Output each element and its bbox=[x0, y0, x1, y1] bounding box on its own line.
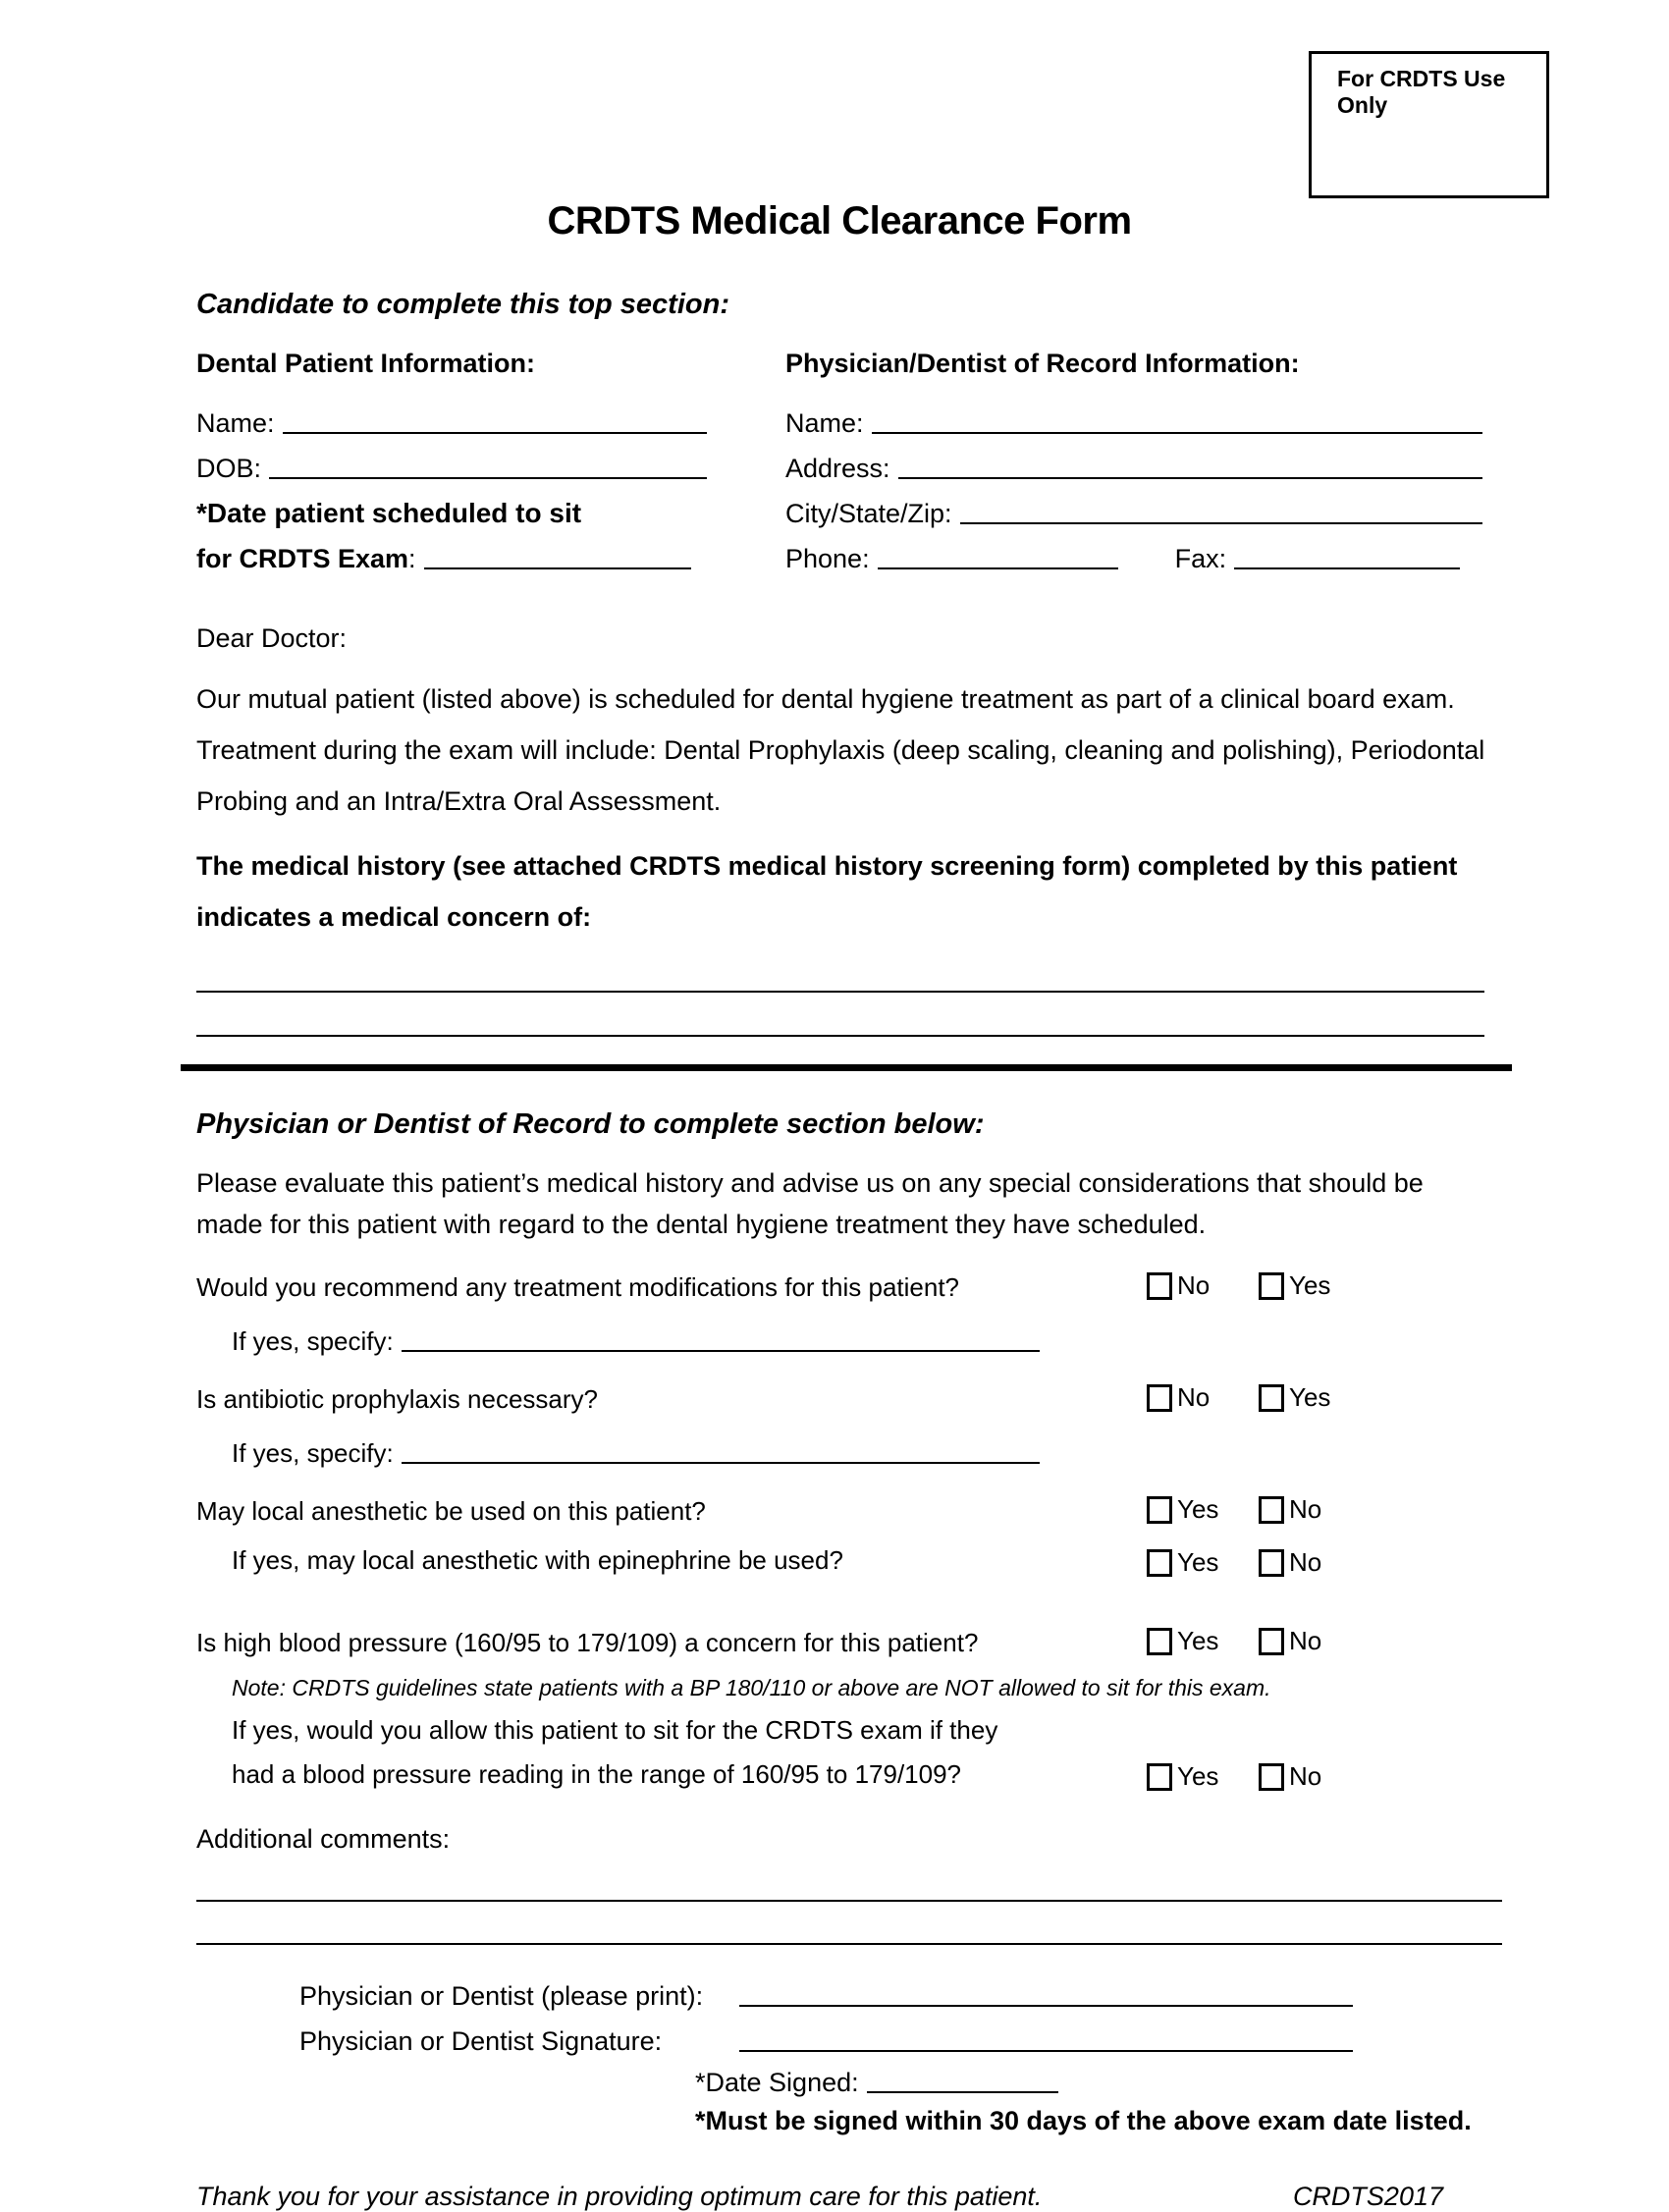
question-4-followup-options bbox=[1147, 1761, 1371, 1792]
question-4-followup-option-no bbox=[1259, 1761, 1371, 1792]
q2-specify-label: If yes, specify: bbox=[232, 1438, 394, 1468]
form-title: CRDTS Medical Clearance Form bbox=[547, 199, 1132, 243]
patient-info-column bbox=[196, 349, 785, 574]
patient-dob-input-line[interactable] bbox=[269, 477, 707, 479]
form-footer bbox=[196, 2182, 1482, 2212]
question-4-options bbox=[1147, 1626, 1371, 1656]
question-4-row bbox=[196, 1628, 1482, 1663]
q4-yes-checkbox[interactable] bbox=[1147, 1628, 1172, 1655]
use-only-label: For CRDTS Use Only bbox=[1337, 66, 1506, 118]
q3-sub-yes-checkbox[interactable] bbox=[1147, 1549, 1172, 1577]
phone-fax-row bbox=[785, 529, 1482, 574]
q1-specify-input-line[interactable] bbox=[402, 1350, 1040, 1352]
q2-no-label: No bbox=[1177, 1382, 1211, 1412]
additional-comments-label: Additional comments: bbox=[196, 1824, 451, 1854]
question-3-option-no bbox=[1259, 1494, 1371, 1525]
phone-input-line[interactable] bbox=[878, 567, 1118, 569]
physician-print-input-line[interactable] bbox=[739, 2005, 1353, 2007]
q2-no-checkbox[interactable] bbox=[1147, 1384, 1172, 1412]
question-4-followup-line2: had a blood pressure reading in the range of 160/95 to 179/109? bbox=[232, 1759, 962, 1789]
medical-concern-line-2[interactable] bbox=[196, 993, 1484, 1037]
exam-date-label-line1: *Date patient scheduled to sit bbox=[196, 498, 582, 528]
date-signed-input-line[interactable] bbox=[867, 2091, 1058, 2093]
fax-label: Fax: bbox=[1174, 544, 1227, 573]
medical-concern-statement: The medical history (see attached CRDTS medical history screening form) completed by this patient indicates a medical concern of: bbox=[196, 851, 1458, 932]
question-3-options bbox=[1147, 1494, 1371, 1525]
physician-name-input-line[interactable] bbox=[872, 432, 1482, 434]
physician-signature-row bbox=[299, 2014, 1482, 2057]
physician-info-heading: Physician/Dentist of Record Information: bbox=[785, 349, 1300, 378]
date-signed-label: *Date Signed: bbox=[695, 2068, 859, 2097]
city-state-zip-label: City/State/Zip: bbox=[785, 499, 952, 528]
physician-signature-label: Physician or Dentist Signature: bbox=[299, 2026, 663, 2056]
question-3-sub-options bbox=[1147, 1547, 1371, 1578]
physician-signature-input-line[interactable] bbox=[739, 2050, 1353, 2052]
additional-comments-line-1[interactable] bbox=[196, 1859, 1502, 1902]
question-4-option-no bbox=[1259, 1626, 1371, 1656]
physician-info-column bbox=[785, 349, 1482, 574]
physician-address-row bbox=[785, 439, 1482, 484]
physician-section-heading: Physician or Dentist of Record to complete section below: bbox=[196, 1108, 985, 1140]
question-3-sub-row bbox=[232, 1545, 1482, 1581]
q3-sub-yes-label: Yes bbox=[1177, 1547, 1219, 1577]
date-signed-row bbox=[695, 2057, 1482, 2098]
exam-date-label-line2: for CRDTS Exam bbox=[196, 544, 409, 573]
q1-yes-label: Yes bbox=[1289, 1270, 1331, 1300]
q3-no-label: No bbox=[1289, 1494, 1322, 1524]
candidate-section-heading: Candidate to complete this top section: bbox=[196, 289, 729, 320]
letter-salutation: Dear Doctor: bbox=[196, 623, 348, 653]
question-2-option-no bbox=[1147, 1382, 1259, 1413]
additional-comments-line-2[interactable] bbox=[196, 1902, 1502, 1945]
info-columns bbox=[196, 349, 1482, 574]
for-crdts-use-only-box bbox=[1309, 51, 1549, 198]
question-1-text: Would you recommend any treatment modifications for this patient? bbox=[196, 1272, 960, 1302]
patient-name-row bbox=[196, 394, 707, 439]
exam-date-input-line[interactable] bbox=[424, 567, 691, 569]
question-1-followup-row bbox=[232, 1316, 1482, 1357]
question-4-followup-line2-row bbox=[232, 1759, 1482, 1795]
question-3-option-yes bbox=[1147, 1494, 1259, 1525]
question-1-option-no bbox=[1147, 1270, 1259, 1301]
question-1-option-yes bbox=[1259, 1270, 1371, 1301]
medical-concern-line-1[interactable] bbox=[196, 948, 1484, 993]
q3-no-checkbox[interactable] bbox=[1259, 1496, 1284, 1524]
q1-specify-label: If yes, specify: bbox=[232, 1326, 394, 1356]
q3-yes-checkbox[interactable] bbox=[1147, 1496, 1172, 1524]
q3-sub-no-checkbox[interactable] bbox=[1259, 1549, 1284, 1577]
section-divider bbox=[181, 1064, 1512, 1071]
city-state-zip-input-line[interactable] bbox=[960, 522, 1482, 524]
must-sign-note: *Must be signed within 30 days of the above exam date listed. bbox=[695, 2106, 1472, 2135]
exam-date-row bbox=[196, 529, 707, 574]
question-2-followup-row bbox=[232, 1428, 1482, 1469]
patient-name-label: Name: bbox=[196, 408, 275, 438]
physician-section-intro: Please evaluate this patient’s medical history and advise us on any special considerations that should be made for this patient with regard to the dental hygiene treatment they have scheduled. bbox=[196, 1168, 1424, 1239]
exam-date-colon: : bbox=[408, 544, 416, 573]
city-state-zip-row bbox=[785, 484, 1482, 529]
q2-yes-checkbox[interactable] bbox=[1259, 1384, 1284, 1412]
q4-no-checkbox[interactable] bbox=[1259, 1628, 1284, 1655]
question-2-row bbox=[196, 1384, 1482, 1420]
physician-address-input-line[interactable] bbox=[898, 477, 1482, 479]
question-2-text: Is antibiotic prophylaxis necessary? bbox=[196, 1384, 598, 1414]
physician-address-label: Address: bbox=[785, 454, 890, 483]
question-4-followup-option-yes bbox=[1147, 1761, 1259, 1792]
question-1-row bbox=[196, 1272, 1482, 1308]
physician-print-row bbox=[299, 1969, 1482, 2012]
q2-yes-label: Yes bbox=[1289, 1382, 1331, 1412]
question-4-text: Is high blood pressure (160/95 to 179/109) a concern for this patient? bbox=[196, 1628, 979, 1657]
q3-yes-label: Yes bbox=[1177, 1494, 1219, 1524]
q1-no-checkbox[interactable] bbox=[1147, 1272, 1172, 1300]
letter-paragraph: Our mutual patient (listed above) is scheduled for dental hygiene treatment as part of a clinical board exam. Treatment during the exam will include: Dental Prophylaxis (deep scaling, cleaning and polishing), Periodontal Probing and an Intra/Extra Oral Assessment. bbox=[196, 684, 1485, 816]
q4-followup-yes-checkbox[interactable] bbox=[1147, 1763, 1172, 1791]
bp-guideline-note: Note: CRDTS guidelines state patients with a BP 180/110 or above are NOT allowed to sit for this exam. bbox=[232, 1675, 1271, 1700]
question-3-text: May local anesthetic be used on this patient? bbox=[196, 1496, 706, 1526]
q4-followup-yes-label: Yes bbox=[1177, 1761, 1219, 1791]
footer-thanks-text: Thank you for your assistance in providing optimum care for this patient. bbox=[196, 2182, 1043, 2211]
phone-label: Phone: bbox=[785, 544, 870, 573]
question-1-options bbox=[1147, 1270, 1371, 1301]
q4-followup-no-label: No bbox=[1289, 1761, 1322, 1791]
physician-name-row bbox=[785, 394, 1482, 439]
question-4-option-yes bbox=[1147, 1626, 1259, 1656]
q2-specify-input-line[interactable] bbox=[402, 1462, 1040, 1464]
q4-yes-label: Yes bbox=[1177, 1626, 1219, 1655]
patient-dob-label: DOB: bbox=[196, 454, 262, 483]
question-3-row bbox=[196, 1496, 1482, 1532]
fax-input-line[interactable] bbox=[1234, 567, 1460, 569]
q3-sub-no-label: No bbox=[1289, 1547, 1322, 1577]
question-3-sub-text: If yes, may local anesthetic with epinephrine be used? bbox=[232, 1545, 843, 1575]
q1-no-label: No bbox=[1177, 1270, 1211, 1300]
patient-dob-row bbox=[196, 439, 707, 484]
physician-print-label: Physician or Dentist (please print): bbox=[299, 1981, 704, 2011]
question-3-sub-option-no bbox=[1259, 1547, 1371, 1578]
question-4-followup-line1: If yes, would you allow this patient to sit for the CRDTS exam if they bbox=[232, 1715, 998, 1745]
footer-form-code: CRDTS2017 bbox=[1292, 2182, 1443, 2211]
patient-name-input-line[interactable] bbox=[283, 432, 707, 434]
q4-followup-no-checkbox[interactable] bbox=[1259, 1763, 1284, 1791]
question-2-options bbox=[1147, 1382, 1371, 1413]
physician-name-label: Name: bbox=[785, 408, 864, 438]
question-3-sub-option-yes bbox=[1147, 1547, 1259, 1578]
question-2-option-yes bbox=[1259, 1382, 1371, 1413]
patient-info-heading: Dental Patient Information: bbox=[196, 349, 536, 378]
q4-no-label: No bbox=[1289, 1626, 1322, 1655]
q1-yes-checkbox[interactable] bbox=[1259, 1272, 1284, 1300]
